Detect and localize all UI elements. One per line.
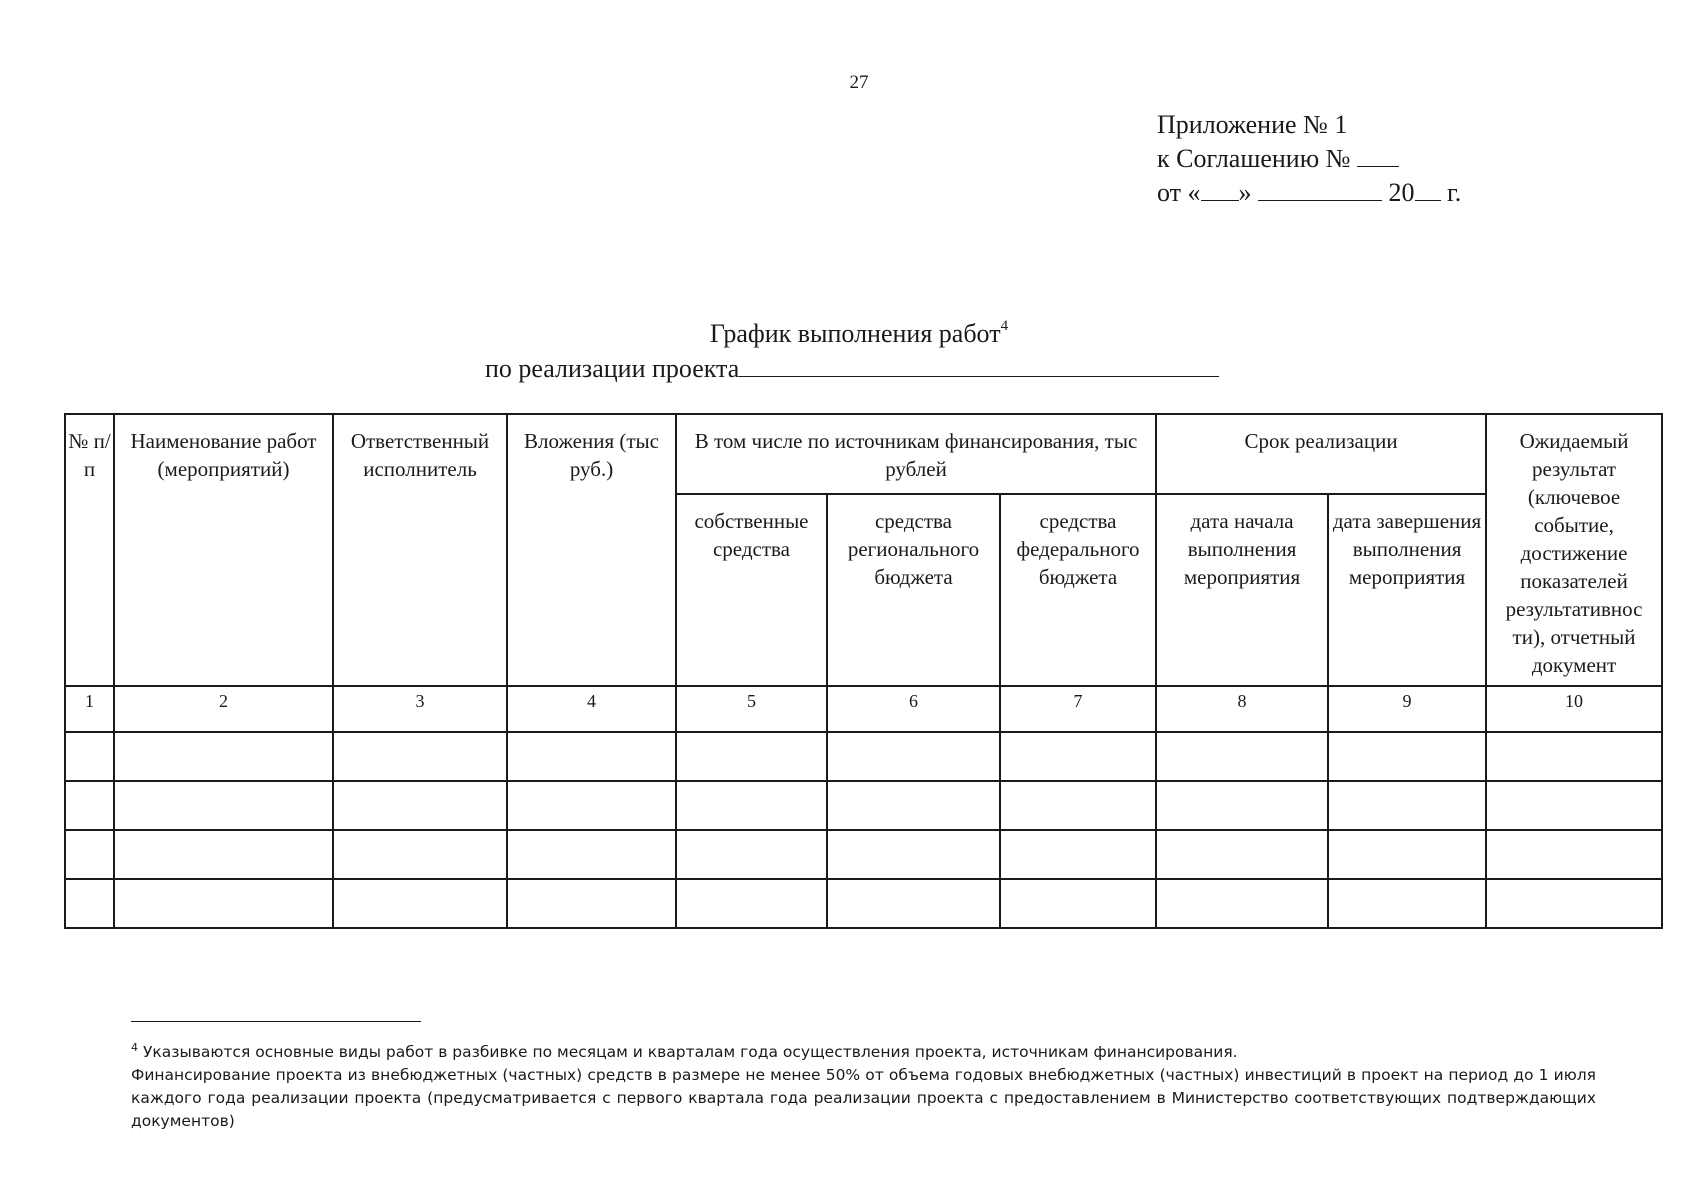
- table-cell[interactable]: [333, 781, 507, 830]
- date-prefix: от «: [1157, 178, 1201, 207]
- header-col-start: дата начала выполнения мероприятия: [1156, 494, 1328, 686]
- column-number-row: [65, 686, 1662, 732]
- table-cell[interactable]: [114, 879, 333, 928]
- column-number: 6: [827, 686, 1000, 732]
- agreement-number-blank: [1357, 144, 1399, 167]
- schedule-table: [64, 413, 1663, 929]
- appendix-line-2: [1157, 142, 1461, 176]
- agreement-label: к Соглашению №: [1157, 144, 1351, 173]
- table-cell[interactable]: [65, 781, 114, 830]
- table-cell[interactable]: [1156, 830, 1328, 879]
- table-row: [65, 879, 1662, 928]
- header-group-sources: В том числе по источникам финансирования, тыс рублей: [676, 414, 1156, 494]
- column-number: 10: [1486, 686, 1662, 732]
- table-cell[interactable]: [1486, 879, 1662, 928]
- table-cell[interactable]: [333, 879, 507, 928]
- table-cell[interactable]: [65, 830, 114, 879]
- header-col-federal: средства федерального бюджета: [1000, 494, 1156, 686]
- page-number: 27: [849, 72, 869, 93]
- table-cell[interactable]: [1486, 781, 1662, 830]
- title-footnote-ref: 4: [1000, 318, 1009, 334]
- table-cell[interactable]: [676, 879, 827, 928]
- year-suffix: г.: [1447, 178, 1462, 207]
- table-cell[interactable]: [1156, 781, 1328, 830]
- header-row-1: [65, 414, 1662, 494]
- table-row: [65, 781, 1662, 830]
- header-col-own: собственные средства: [676, 494, 827, 686]
- table-cell[interactable]: [1486, 830, 1662, 879]
- table-cell[interactable]: [827, 830, 1000, 879]
- table-cell[interactable]: [114, 732, 333, 781]
- table-cell[interactable]: [1000, 879, 1156, 928]
- table-cell[interactable]: [333, 830, 507, 879]
- table-cell[interactable]: [676, 732, 827, 781]
- schedule-subtitle-text: по реализации проекта: [485, 354, 740, 383]
- table-cell[interactable]: [65, 879, 114, 928]
- table-cell[interactable]: [676, 830, 827, 879]
- table-cell[interactable]: [114, 830, 333, 879]
- footnote-line-1: [131, 1036, 1596, 1064]
- table-cell[interactable]: [1000, 781, 1156, 830]
- date-quote-close: »: [1238, 178, 1252, 207]
- table-cell[interactable]: [827, 879, 1000, 928]
- footnote-text-1: Указываются основные виды работ в разбивке по месяцам и кварталам года осуществления проекта, источникам финансирования.: [142, 1043, 1238, 1061]
- table-cell[interactable]: [114, 781, 333, 830]
- column-number: 1: [65, 686, 114, 732]
- day-blank: [1201, 178, 1239, 201]
- table-cell[interactable]: [1000, 732, 1156, 781]
- schedule-title: [0, 318, 1694, 349]
- footnote-ref: 4: [131, 1041, 138, 1054]
- header-col-end: дата завершения выполнения мероприятия: [1328, 494, 1486, 686]
- header-col-num: № п/п: [65, 414, 114, 686]
- month-blank: [1258, 178, 1382, 201]
- table-row: [65, 732, 1662, 781]
- header-col-result: Ожидаемый результат (ключевое событие, достижение показателей результативнос ти), отчетный документ: [1486, 414, 1662, 686]
- table-cell[interactable]: [676, 781, 827, 830]
- appendix-header: [1157, 108, 1461, 210]
- header-group-term: Срок реализации: [1156, 414, 1486, 494]
- footnote-block: [131, 1036, 1596, 1133]
- column-number: 2: [114, 686, 333, 732]
- column-number: 8: [1156, 686, 1328, 732]
- table-cell[interactable]: [827, 732, 1000, 781]
- appendix-line-1: Приложение № 1: [1157, 110, 1348, 139]
- footnote-text-2: Финансирование проекта из внебюджетных (частных) средств в размере не менее 50% от объема годовых внебюджетных (частных) инвестиций в проект на период до 1 июля каждого года реализации проекта (предусматривается с первого квартала года реализации проекта с предоставлением в Министерство соответствующих подтверждающих документов): [131, 1066, 1596, 1130]
- year-prefix: 20: [1388, 178, 1415, 207]
- header-col-name: Наименование работ (мероприятий): [114, 414, 333, 686]
- header-col-responsible: Ответственный исполнитель: [333, 414, 507, 686]
- table-cell[interactable]: [827, 781, 1000, 830]
- table-cell[interactable]: [507, 879, 676, 928]
- table-cell[interactable]: [1328, 732, 1486, 781]
- column-number: 9: [1328, 686, 1486, 732]
- table-cell[interactable]: [1328, 879, 1486, 928]
- column-number: 5: [676, 686, 827, 732]
- header-col-regional: средства регионального бюджета: [827, 494, 1000, 686]
- table-row: [65, 830, 1662, 879]
- year-blank: [1415, 178, 1441, 201]
- column-number: 7: [1000, 686, 1156, 732]
- table-cell[interactable]: [507, 732, 676, 781]
- project-name-blank: [739, 352, 1219, 377]
- schedule-title-text: График выполнения работ: [709, 319, 1001, 348]
- schedule-subtitle: [485, 352, 1219, 384]
- table-cell[interactable]: [507, 781, 676, 830]
- appendix-line-3: [1157, 176, 1461, 210]
- table-cell[interactable]: [333, 732, 507, 781]
- column-number: 4: [507, 686, 676, 732]
- table-cell[interactable]: [1156, 879, 1328, 928]
- table-cell[interactable]: [1328, 830, 1486, 879]
- table-cell[interactable]: [1000, 830, 1156, 879]
- header-col-investment: Вложения (тыс руб.): [507, 414, 676, 686]
- table-cell[interactable]: [65, 732, 114, 781]
- table-cell[interactable]: [1486, 732, 1662, 781]
- footnote-separator: [131, 1021, 421, 1022]
- table-cell[interactable]: [507, 830, 676, 879]
- table-cell[interactable]: [1328, 781, 1486, 830]
- column-number: 3: [333, 686, 507, 732]
- table-cell[interactable]: [1156, 732, 1328, 781]
